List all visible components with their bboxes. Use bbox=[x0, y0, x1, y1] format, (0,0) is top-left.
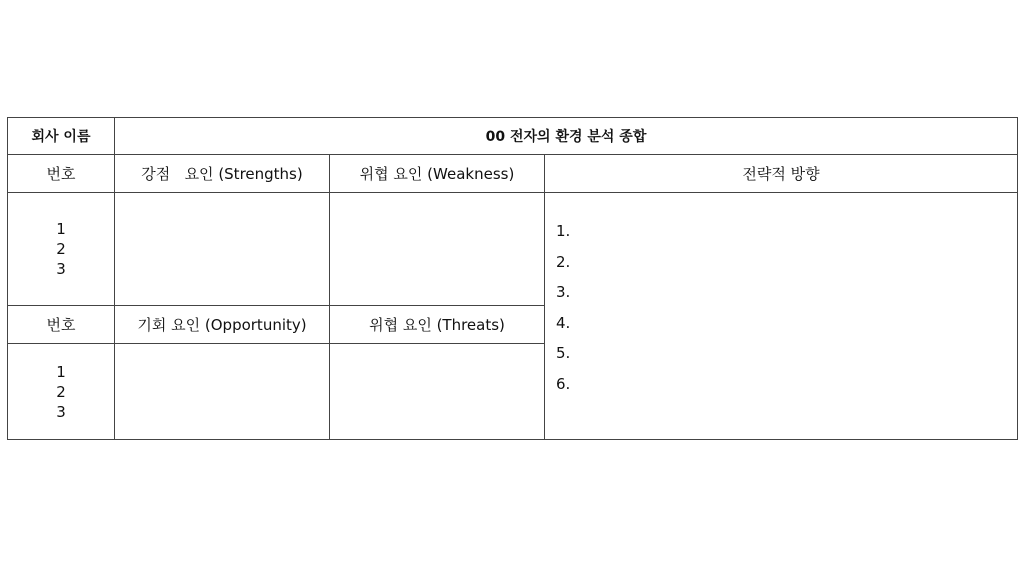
number-header-bottom: 번호 bbox=[8, 306, 115, 344]
number-item: 2 bbox=[56, 382, 66, 401]
number-item: 3 bbox=[56, 402, 66, 421]
strategy-item: 1. bbox=[556, 222, 571, 240]
threats-header: 위협 요인 (Threats) bbox=[330, 306, 545, 344]
number-header-top: 번호 bbox=[8, 155, 115, 193]
number-item: 3 bbox=[56, 260, 66, 278]
strategy-item: 5. bbox=[556, 344, 571, 363]
strategy-item: 6. bbox=[556, 374, 571, 393]
strategy-content-cell[interactable] bbox=[545, 193, 1018, 440]
weakness-content-cell[interactable] bbox=[330, 193, 545, 306]
threats-content-cell[interactable] bbox=[330, 344, 545, 440]
strategy-item: 3. bbox=[556, 283, 571, 302]
strengths-header: 강점 요인 (Strengths) bbox=[115, 155, 330, 193]
number-item: 2 bbox=[56, 240, 66, 258]
table-title: 00 전자의 환경 분석 종합 bbox=[115, 118, 1018, 155]
number-item: 1 bbox=[56, 220, 66, 238]
bottom-number-list bbox=[8, 344, 115, 440]
strategy-item: 2. bbox=[556, 252, 571, 271]
opportunity-content-cell[interactable] bbox=[115, 344, 330, 440]
top-label-row bbox=[8, 155, 1018, 193]
opportunity-header: 기회 요인 (Opportunity) bbox=[115, 306, 330, 344]
swot-analysis-table bbox=[7, 117, 1018, 440]
weakness-header: 위협 요인 (Weakness) bbox=[330, 155, 545, 193]
top-number-list bbox=[8, 193, 115, 306]
number-item: 1 bbox=[56, 362, 66, 381]
strengths-content-cell[interactable] bbox=[115, 193, 330, 306]
strategy-item: 4. bbox=[556, 313, 571, 332]
header-row bbox=[8, 118, 1018, 155]
strategy-list bbox=[545, 193, 1017, 405]
strategy-header: 전략적 방향 bbox=[545, 155, 1018, 193]
company-name-label: 회사 이름 bbox=[8, 118, 115, 155]
top-content-row bbox=[8, 193, 1018, 306]
